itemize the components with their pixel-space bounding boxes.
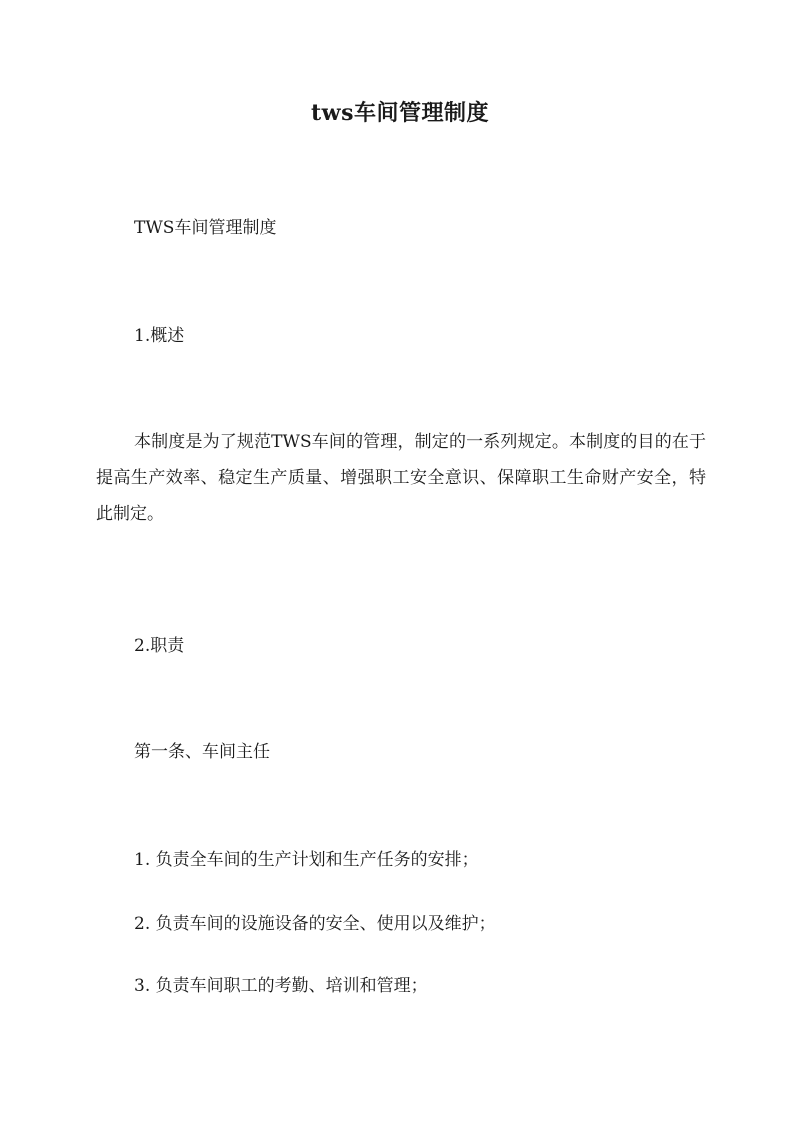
section-heading-overview: 1.概述 <box>134 326 185 346</box>
document-title: tws车间管理制度 <box>311 100 489 126</box>
overview-paragraph: 本制度是为了规范TWS车间的管理，制定的一系列规定。本制度的目的在于提高生产效率、稳定生产质量、增强职工安全意识、保障职工生命财产安全，特此制定。 <box>96 432 706 524</box>
duty-list-item: 2. 负责车间的设施设备的安全、使用以及维护； <box>134 914 496 934</box>
article-heading-workshop-director: 第一条、车间主任 <box>134 742 270 762</box>
duty-list-item: 1. 负责全车间的生产计划和生产任务的安排； <box>134 850 479 870</box>
document-subtitle: TWS车间管理制度 <box>134 218 277 238</box>
section-heading-duties: 2.职责 <box>134 636 185 656</box>
duty-list-item: 3. 负责车间职工的考勤、培训和管理； <box>134 976 428 996</box>
